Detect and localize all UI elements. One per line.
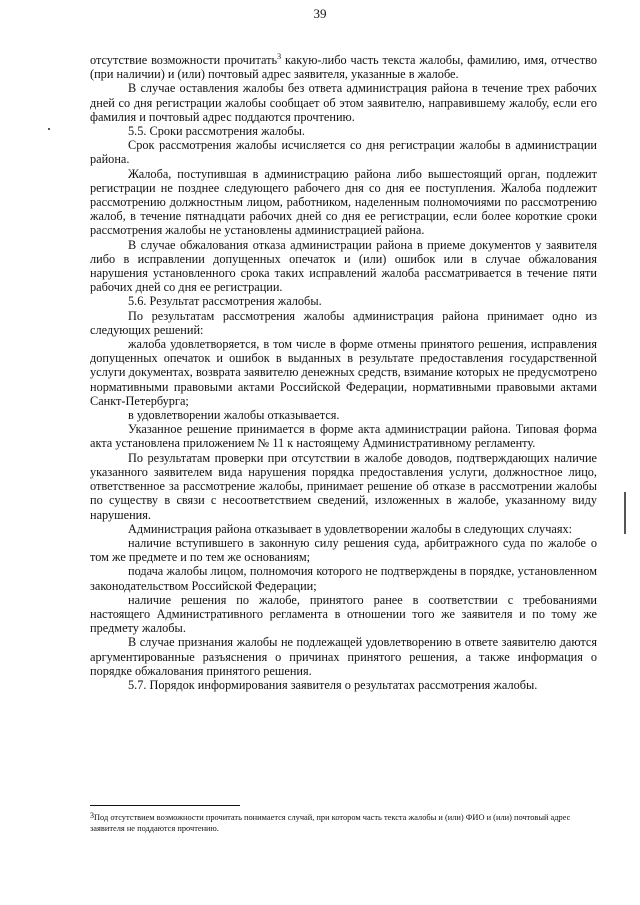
paragraph-4: Жалоба, поступившая в администрацию района либо вышестоящий орган, подлежит регистрации не позднее следующего рабочего дня со дня ее поступления. Жалоба подлежит рассмотрению должностным лицом, работником, наделенным полномочиями по рассмотрению жалоб, в течение пятнадцати рабочих дней со дня ее регистрации, если более короткие сроки рассмотрения жалобы не установлены администрацией района. xyxy=(90,166,597,238)
list-item-4: подача жалобы лицом, полномочия которого не подтверждены в порядке, установленном законодательством Российской Федерации; xyxy=(90,564,597,593)
paragraph-8: По результатам проверки при отсутствии в жалобе доводов, подтверждающих наличие указанного заявителем вида нарушения порядка предоставления услуги, должностное лицо, ответственное за рассмотрение жалобы, принимает решение об отказе в рассмотрении жалобы по существу в связи с несоответствием сведений, изложенных в жалобе, указанному виду нарушения. xyxy=(90,450,597,522)
footnote-reference[interactable]: 3 xyxy=(277,52,282,61)
footnote xyxy=(90,812,597,834)
page-number: 39 xyxy=(313,6,327,21)
list-item-5: наличие решения по жалобе, принятого ранее в соответствии с требованиями настоящего Административного регламента в отношении того же заявителя и по тому же предмету жалобы. xyxy=(90,592,597,636)
list-item-1: жалоба удовлетворяется, в том числе в форме отмены принятого решения, исправления допущенных опечаток и ошибок в выданных в результате предоставления государственной услуги документах, возврата заявителю денежных средств, взимание которых не предусмотрено нормативными правовыми актами Российской Федерации, нормативными правовыми актами Санкт-Петербурга; xyxy=(90,337,597,408)
section-heading-5-7: 5.7. Порядок информирования заявителя о результатах рассмотрения жалобы. xyxy=(128,677,538,692)
section-heading-5-5: 5.5. Сроки рассмотрения жалобы. xyxy=(128,124,305,139)
margin-mark xyxy=(624,492,626,534)
paragraph-2: В случае оставления жалобы без ответа администрация района в течение трех рабочих дней со дня регистрации жалобы сообщает об этом заявителю, направившему жалобу, если его фамилия и почтовый адрес поддаются прочтению. xyxy=(90,81,597,124)
paragraph-1-start: отсутствие возможности прочитать xyxy=(90,53,278,67)
paragraph-3: Срок рассмотрения жалобы исчисляется со дня регистрации жалобы в администрации района. xyxy=(90,138,597,167)
footnote-marker: 3 xyxy=(90,811,94,820)
list-item-2: в удовлетворении жалобы отказывается. xyxy=(128,408,340,423)
paragraph-5: В случае обжалования отказа администрации района в приеме документов у заявителя либо в исправлении допущенных опечаток и (или) ошибок или в случае обжалования нарушения установленного срока таких исправлений жалоба рассматривается в течение пяти рабочих дней со дня ее регистрации. xyxy=(90,237,597,295)
list-item-3: наличие вступившего в законную силу решения суда, арбитражного суда по жалобе о том же предмете и по тем же основаниям; xyxy=(90,535,597,565)
footnote-rule xyxy=(90,805,240,806)
section-heading-5-6: 5.6. Результат рассмотрения жалобы. xyxy=(128,294,322,309)
paragraph-6: По результатам рассмотрения жалобы администрация района принимает одно из следующих решений: xyxy=(90,308,597,337)
margin-dot xyxy=(48,128,50,130)
paragraph-1 xyxy=(90,53,597,81)
paragraph-7: Указанное решение принимается в форме акта администрации района. Типовая форма акта установлена приложением № 11 к настоящему Административному регламенту. xyxy=(90,422,597,451)
body-text xyxy=(90,53,597,692)
paragraph-9: Администрация района отказывает в удовлетворении жалобы в следующих случаях: xyxy=(128,521,573,536)
paragraph-1-rest: какую-либо часть текста жалобы, фамилию, имя, отчество (при наличии) и (или) почтовый адрес заявителя, указанные в жалобе. xyxy=(90,53,597,82)
paragraph-10: В случае признания жалобы не подлежащей удовлетворению в ответе заявителю даются аргументированные разъяснения о причинах принятого решения, а также информация о порядке обжалования принятого решения. xyxy=(90,635,597,678)
footnote-text: Под отсутствием возможности прочитать понимается случай, при котором часть текста жалобы и (или) ФИО и (или) почтовый адрес заявителя не поддаются прочтению. xyxy=(90,813,571,833)
